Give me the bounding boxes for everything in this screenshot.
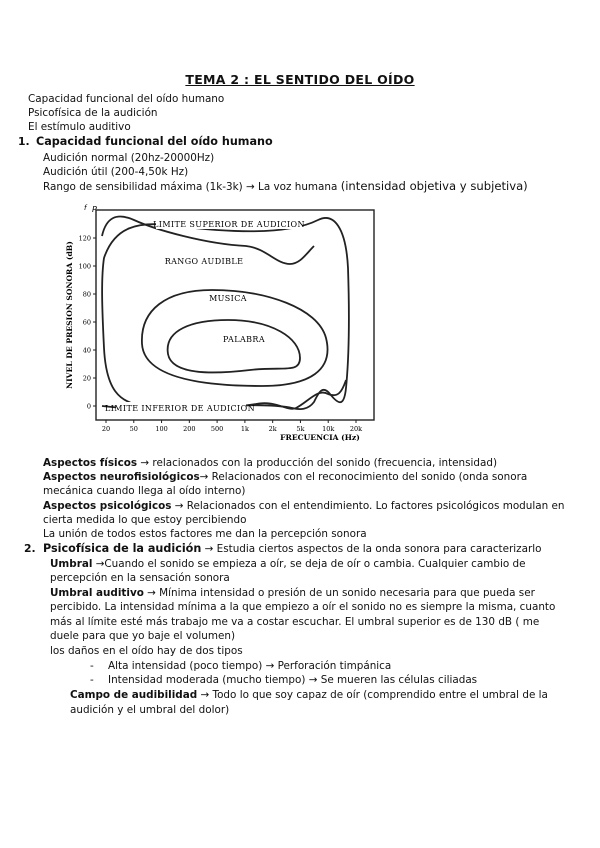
umbral-auditivo-line: percibido. La intensidad mínima a la que empiezo a oír el sonido no es siempre la misma, cuanto [50, 601, 556, 613]
body-line: Audición normal (20hz-20000Hz) [43, 152, 215, 164]
toc-item: El estímulo auditivo [28, 121, 131, 133]
aspect-text: → relacionados con la producción del sonido (frecuencia, intensidad) [137, 457, 498, 469]
section-number: 1. [18, 135, 30, 148]
axis-symbol-p: P [92, 205, 97, 214]
damage-item: Alta intensidad (poco tiempo) → Perforación timpánica [108, 660, 392, 672]
aspect-line [43, 470, 527, 484]
x-tick-label: 200 [183, 425, 196, 433]
section-number: 2. [24, 542, 36, 555]
y-tick-label: 60 [82, 318, 91, 327]
umbral-auditivo-line [50, 586, 535, 600]
y-tick-label: 20 [82, 374, 91, 383]
y-tick-label: 40 [82, 346, 91, 355]
umbral-text: →Cuando el sonido se empieza a oír, se deja de oír o cambia. Cualquier cambio de [92, 558, 526, 570]
campo-line: audición y el umbral del dolor) [70, 704, 230, 716]
aspect-line: La unión de todos estos factores me dan la percepción sonora [43, 528, 367, 540]
list-bullet: - [90, 660, 94, 672]
damage-item: Intensidad moderada (mucho tiempo) → Se mueren las células ciliadas [108, 674, 478, 686]
toc-item: Capacidad funcional del oído humano [28, 93, 225, 105]
damage-intro: los daños en el oído hay de dos tipos [50, 645, 243, 657]
umbral-label: Umbral [50, 558, 93, 570]
aspect-line: mecánica cuando llega al oído interno) [43, 485, 246, 497]
aspect-label: Aspectos psicológicos [43, 500, 172, 512]
x-tick-label: 20 [101, 425, 111, 433]
x-tick-label: 500 [210, 425, 224, 433]
chart-svg [56, 198, 384, 448]
y-axis [79, 235, 96, 411]
x-tick-label: 5k [296, 425, 305, 433]
range-text-emph: (intensidad objetiva y subjetiva) [340, 179, 528, 193]
range-text: Rango de sensibilidad máxima (1k-3k) → La voz humana [43, 181, 341, 193]
chart-frame [96, 210, 374, 420]
audible-range-curve [102, 218, 349, 409]
toc-item: Psicofísica de la audición [28, 107, 158, 119]
umbral-auditivo-line: más al límite esté más trabajo me va a costar escuchar. El umbral superior es de 130 dB ( me [50, 616, 540, 628]
audible-range-label: RANGO AUDIBLE [164, 257, 244, 266]
umbral-line [50, 557, 526, 571]
aspect-label: Aspectos físicos [43, 457, 138, 469]
section-heading-line [43, 542, 542, 556]
x-tick-label: 20k [349, 425, 363, 433]
section-heading-rest: → Estudia ciertos aspectos de la onda sonora para caracterizarlo [201, 543, 542, 555]
aspect-text: → Relacionados con el entendimiento. Lo factores psicológicos modulan en [171, 500, 565, 512]
x-tick-label: 1k [240, 425, 249, 433]
umbral-auditivo-text: → Mínima intensidad o presión de un sonido necesaria para que pueda ser [143, 587, 535, 599]
speech-label: PALABRA [223, 335, 265, 344]
campo-line [70, 688, 548, 702]
aspect-text: → Relacionados con el reconocimiento del sonido (onda sonora [199, 471, 528, 483]
lower-threshold-label: LIMITE INFERIOR DE AUDICION [105, 404, 255, 413]
y-tick-label: 0 [86, 402, 91, 411]
axis-symbol-f: f [84, 204, 87, 212]
list-bullet: - [90, 674, 94, 686]
x-axis [102, 420, 362, 433]
page-title: TEMA 2 : EL SENTIDO DEL OÍDO [185, 72, 415, 87]
music-label: MUSICA [209, 294, 247, 303]
x-tick-label: 100 [155, 425, 168, 433]
aspect-line [43, 499, 565, 513]
hearing-range-chart [56, 198, 384, 448]
section-heading: Capacidad funcional del oído humano [36, 135, 273, 148]
campo-text: → Todo lo que soy capaz de oír (comprendido entre el umbral de la [197, 689, 548, 701]
aspect-label: Aspectos neurofisiológicos [43, 471, 200, 483]
body-line: Audición útil (200-4,50k Hz) [43, 166, 189, 178]
umbral-line: percepción en la sensación sonora [50, 572, 230, 584]
x-tick-label: 50 [129, 425, 138, 433]
campo-label: Campo de audibilidad [70, 689, 198, 701]
section-heading: Psicofísica de la audición [43, 542, 202, 555]
umbral-auditivo-line: duele para que yo baje el volumen) [50, 630, 236, 642]
y-tick-label: 100 [78, 262, 91, 271]
x-axis-label: FRECUENCIA (Hz) [280, 433, 360, 442]
y-tick-label: 120 [78, 234, 91, 243]
y-axis-label: NIVEL DE PRESION SONORA (dB) [65, 241, 74, 389]
x-tick-label: 10k [322, 425, 335, 433]
y-tick-label: 80 [82, 290, 91, 299]
upper-threshold-label: LIMITE SUPERIOR DE AUDICION [153, 220, 305, 229]
body-line [43, 179, 528, 194]
aspect-line: cierta medida lo que estoy percibiendo [43, 514, 247, 526]
x-tick-label: 2k [268, 425, 277, 433]
aspect-line [43, 456, 497, 470]
speech-curve [168, 320, 300, 373]
umbral-auditivo-label: Umbral auditivo [50, 587, 144, 599]
